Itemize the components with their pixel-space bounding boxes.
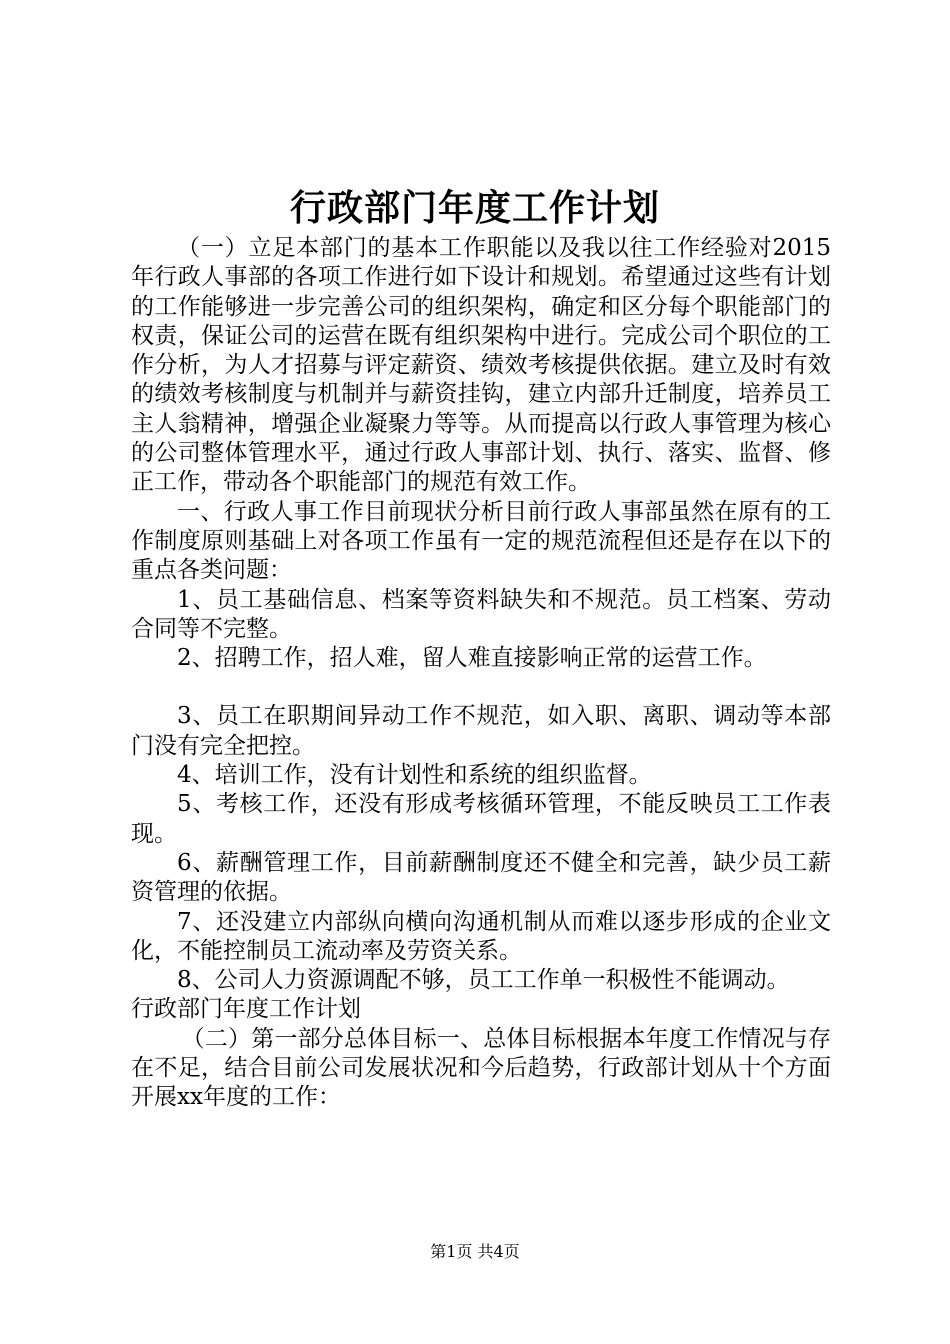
paragraph-repeated-title: 行政部门年度工作计划 (131, 996, 361, 1023)
paragraph-overall-goal: （二）第一部分总体目标一、总体目标根据本年度工作情况与存在不足，结合目前公司发展状况和今后趋势，行政部计划从十个方面开展xx年度的工作： (131, 1025, 831, 1111)
page-footer: 第1页 共4页 (430, 1242, 520, 1261)
paragraph-issue-4: 4、培训工作，没有计划性和系统的组织监督。 (177, 762, 652, 789)
document-body (131, 234, 831, 1113)
paragraph-issue-8: 8、公司人力资源调配不够，员工工作单一积极性不能调动。 (177, 967, 790, 994)
paragraph-intro: （一）立足本部门的基本工作职能以及我以往工作经验对2015年行政人事部的各项工作进行如下设计和规划。希望通过这些有计划的工作能够进一步完善公司的组织架构，确定和区分每个职能部门的权责，保证公司的运营在既有组织架构中进行。完成公司个职位的工作分析，为人才招募与评定薪资、绩效考核提供依据。建立及时有效的绩效考核制度与机制并与薪资挂钩，建立内部升迁制度，培养员工主人翁精神，增强企业凝聚力等等。从而提高以行政人事管理为核心的公司整体管理水平，通过行政人事部计划、执行、落实、监督、修正工作，带动各个职能部门的规范有效工作。 (131, 235, 831, 496)
paragraph-issue-3: 3、员工在职期间异动工作不规范，如入职、离职、调动等本部门没有完全把控。 (131, 703, 831, 759)
paragraph-issue-1: 1、员工基础信息、档案等资料缺失和不规范。员工档案、劳动合同等不完整。 (131, 586, 831, 642)
document-title: 行政部门年度工作计划 (289, 187, 660, 229)
paragraph-issue-6: 6、薪酬管理工作，目前薪酬制度还不健全和完善，缺少员工薪资管理的依据。 (131, 849, 831, 906)
paragraph-gap (131, 673, 831, 702)
paragraph-status-analysis: 一、行政人事工作目前现状分析目前行政人事部虽然在原有的工作制度原则基础上对各项工作虽有一定的规范流程但还是存在以下的重点各类问题： (131, 498, 831, 584)
paragraph-issue-5: 5、考核工作，还没有形成考核循环管理，不能反映员工工作表现。 (131, 791, 831, 847)
paragraph-issue-7: 7、还没建立内部纵向横向沟通机制从而难以逐步形成的企业文化，不能控制员工流动率及劳资关系。 (131, 908, 831, 964)
paragraph-issue-2: 2、招聘工作，招人难，留人难直接影响正常的运营工作。 (177, 645, 767, 672)
